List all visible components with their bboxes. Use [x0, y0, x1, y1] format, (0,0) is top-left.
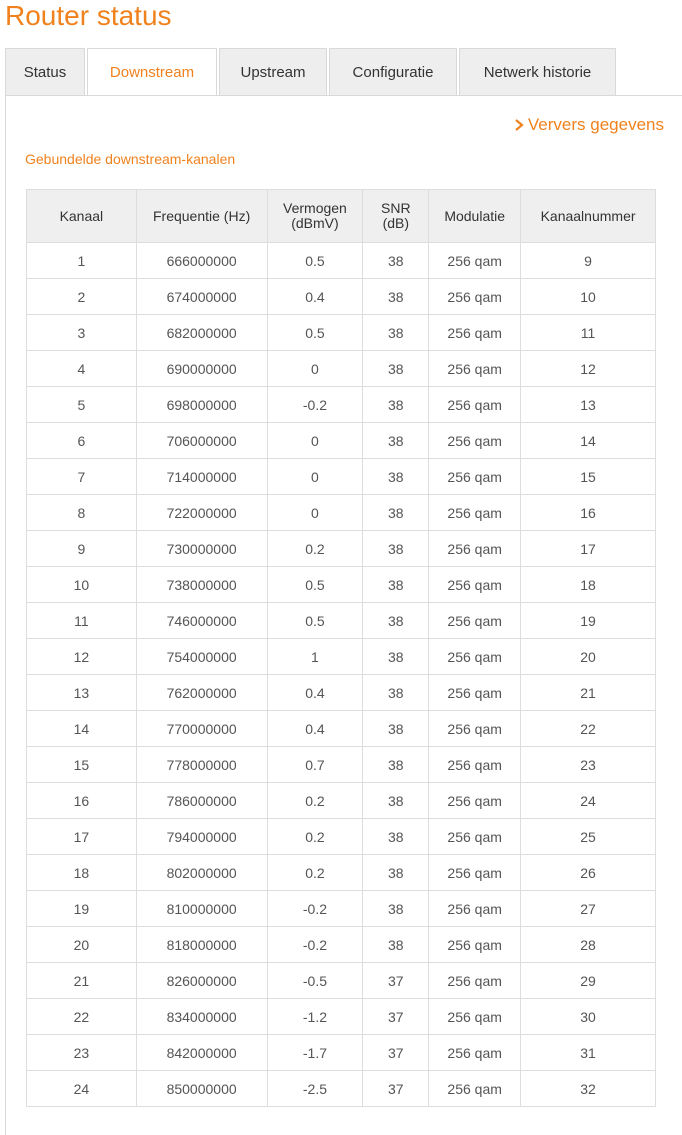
table-row [27, 423, 656, 459]
table-cell: 256 qam [429, 531, 521, 567]
table-cell: 256 qam [429, 459, 521, 495]
table-cell: 794000000 [136, 819, 267, 855]
column-header: Vermogen (dBmV) [267, 190, 363, 243]
table-cell: 842000000 [136, 1035, 267, 1071]
table-row [27, 1035, 656, 1071]
table-cell: -0.2 [267, 891, 363, 927]
column-header: Frequentie (Hz) [136, 190, 267, 243]
table-cell: 0 [267, 423, 363, 459]
table-cell: -0.2 [267, 927, 363, 963]
tab-label: Status [23, 63, 67, 81]
table-cell: 38 [363, 819, 429, 855]
column-header: Kanaalnummer [521, 190, 656, 243]
table-cell: 834000000 [136, 999, 267, 1035]
table-cell: 256 qam [429, 423, 521, 459]
table-cell: 15 [27, 747, 137, 783]
table-cell: 1 [267, 639, 363, 675]
tab-bar [5, 48, 618, 96]
table-cell: 20 [521, 639, 656, 675]
table-cell: 38 [363, 387, 429, 423]
table-cell: 18 [27, 855, 137, 891]
table-cell: 38 [363, 603, 429, 639]
table-row [27, 495, 656, 531]
table-cell: 38 [363, 243, 429, 279]
table-cell: 256 qam [429, 999, 521, 1035]
table-cell: 0.2 [267, 855, 363, 891]
table-cell: 850000000 [136, 1071, 267, 1107]
table-cell: 38 [363, 783, 429, 819]
table-cell: 818000000 [136, 927, 267, 963]
table-cell: 8 [27, 495, 137, 531]
table-row [27, 747, 656, 783]
table-cell: 23 [27, 1035, 137, 1071]
table-cell: 11 [521, 315, 656, 351]
table-cell: 38 [363, 495, 429, 531]
table-cell: 14 [27, 711, 137, 747]
table-cell: 13 [521, 387, 656, 423]
table-cell: 802000000 [136, 855, 267, 891]
table-cell: 12 [27, 639, 137, 675]
table-cell: -0.5 [267, 963, 363, 999]
table-cell: 256 qam [429, 927, 521, 963]
table-cell: 0.4 [267, 675, 363, 711]
table-cell: 20 [27, 927, 137, 963]
table-cell: 0.5 [267, 603, 363, 639]
table-cell: -1.7 [267, 1035, 363, 1071]
table-cell: 256 qam [429, 315, 521, 351]
table-cell: 11 [27, 603, 137, 639]
table-row [27, 603, 656, 639]
table-row [27, 675, 656, 711]
table-cell: 25 [521, 819, 656, 855]
table-row [27, 927, 656, 963]
table-cell: 9 [27, 531, 137, 567]
table-cell: 0.4 [267, 711, 363, 747]
table-cell: 706000000 [136, 423, 267, 459]
table-cell: 786000000 [136, 783, 267, 819]
table-cell: 682000000 [136, 315, 267, 351]
column-header: Kanaal [27, 190, 137, 243]
table-cell: 6 [27, 423, 137, 459]
table-cell: 778000000 [136, 747, 267, 783]
table-cell: 38 [363, 747, 429, 783]
table-cell: 38 [363, 855, 429, 891]
table-cell: 38 [363, 279, 429, 315]
table-cell: 21 [27, 963, 137, 999]
table-cell: 37 [363, 963, 429, 999]
table-cell: 38 [363, 675, 429, 711]
tab-label: Netwerk historie [483, 63, 592, 81]
table-cell: 30 [521, 999, 656, 1035]
tab-label: Configuratie [352, 63, 434, 81]
table-cell: 10 [521, 279, 656, 315]
table-cell: 256 qam [429, 1071, 521, 1107]
table-cell: 256 qam [429, 279, 521, 315]
refresh-data-link[interactable] [514, 115, 664, 135]
table-body [27, 243, 656, 1107]
table-row [27, 999, 656, 1035]
table-cell: 26 [521, 855, 656, 891]
tab-status[interactable] [5, 48, 85, 96]
table-cell: 15 [521, 459, 656, 495]
table-cell: 9 [521, 243, 656, 279]
table-cell: 3 [27, 315, 137, 351]
table-row [27, 711, 656, 747]
table-cell: 826000000 [136, 963, 267, 999]
table-cell: 770000000 [136, 711, 267, 747]
column-header: Modulatie [429, 190, 521, 243]
table-cell: 0.2 [267, 819, 363, 855]
table-row [27, 279, 656, 315]
table-cell: 256 qam [429, 891, 521, 927]
table-cell: 1 [27, 243, 137, 279]
column-header: SNR (dB) [363, 190, 429, 243]
table-cell: 24 [27, 1071, 137, 1107]
table-cell: 16 [27, 783, 137, 819]
table-cell: 38 [363, 315, 429, 351]
table-row [27, 387, 656, 423]
table-cell: 730000000 [136, 531, 267, 567]
table-cell: 256 qam [429, 747, 521, 783]
table-row [27, 963, 656, 999]
table-cell: -0.2 [267, 387, 363, 423]
table-row [27, 243, 656, 279]
table-cell: 0 [267, 495, 363, 531]
table-cell: 0.2 [267, 783, 363, 819]
tab-label: Upstream [240, 63, 306, 81]
table-cell: 256 qam [429, 783, 521, 819]
table-cell: 256 qam [429, 855, 521, 891]
downstream-channels-table [26, 189, 656, 1107]
section-title: Gebundelde downstream-kanalen [25, 151, 236, 167]
table-cell: 0.5 [267, 243, 363, 279]
table-cell: 754000000 [136, 639, 267, 675]
table-cell: 38 [363, 567, 429, 603]
table-cell: 17 [27, 819, 137, 855]
table-cell: 256 qam [429, 603, 521, 639]
table-cell: 23 [521, 747, 656, 783]
table-cell: 14 [521, 423, 656, 459]
table-cell: -1.2 [267, 999, 363, 1035]
table-cell: 690000000 [136, 351, 267, 387]
table-cell: 5 [27, 387, 137, 423]
table-row [27, 891, 656, 927]
table-cell: 810000000 [136, 891, 267, 927]
tab-netwerk-historie[interactable] [459, 48, 616, 96]
table-cell: 0 [267, 351, 363, 387]
table-cell: 738000000 [136, 567, 267, 603]
tab-downstream[interactable] [87, 48, 217, 96]
table-cell: 746000000 [136, 603, 267, 639]
table-cell: 256 qam [429, 1035, 521, 1071]
table-cell: 38 [363, 927, 429, 963]
chevron-right-icon [514, 118, 524, 132]
table-cell: 10 [27, 567, 137, 603]
table-cell: 13 [27, 675, 137, 711]
refresh-data-label: Ververs gegevens [527, 115, 664, 134]
table-cell: 714000000 [136, 459, 267, 495]
table-cell: 19 [521, 603, 656, 639]
table-cell: 256 qam [429, 675, 521, 711]
table-cell: 16 [521, 495, 656, 531]
table-cell: 27 [521, 891, 656, 927]
table-row [27, 351, 656, 387]
table-cell: 722000000 [136, 495, 267, 531]
page-title: Router status [5, 0, 172, 31]
table-row [27, 855, 656, 891]
table-cell: 31 [521, 1035, 656, 1071]
table-cell: 7 [27, 459, 137, 495]
table-row [27, 1071, 656, 1107]
table-cell: 256 qam [429, 495, 521, 531]
tab-label: Downstream [109, 63, 195, 81]
table-row [27, 819, 656, 855]
table-cell: 38 [363, 351, 429, 387]
table-cell: 12 [521, 351, 656, 387]
table-cell: 18 [521, 567, 656, 603]
table-header-row [27, 190, 656, 243]
table-cell: 38 [363, 711, 429, 747]
table-row [27, 459, 656, 495]
table-cell: 0 [267, 459, 363, 495]
table-cell: 0.4 [267, 279, 363, 315]
table-cell: 0.7 [267, 747, 363, 783]
table-cell: 21 [521, 675, 656, 711]
table-cell: 17 [521, 531, 656, 567]
table-cell: 0.2 [267, 531, 363, 567]
table-row [27, 531, 656, 567]
table-cell: 22 [521, 711, 656, 747]
table-cell: 37 [363, 1071, 429, 1107]
table-cell: 256 qam [429, 711, 521, 747]
table-cell: 37 [363, 1035, 429, 1071]
table-cell: 38 [363, 639, 429, 675]
tab-upstream[interactable] [219, 48, 327, 96]
table-cell: 0.5 [267, 315, 363, 351]
table-cell: 666000000 [136, 243, 267, 279]
table-row [27, 315, 656, 351]
table-cell: 24 [521, 783, 656, 819]
table-cell: 38 [363, 459, 429, 495]
table-cell: 256 qam [429, 351, 521, 387]
table-cell: 28 [521, 927, 656, 963]
table-cell: 29 [521, 963, 656, 999]
table-cell: 38 [363, 423, 429, 459]
table-cell: 22 [27, 999, 137, 1035]
table-cell: 0.5 [267, 567, 363, 603]
tab-configuratie[interactable] [329, 48, 457, 96]
table-cell: 32 [521, 1071, 656, 1107]
table-cell: 674000000 [136, 279, 267, 315]
table-cell: 2 [27, 279, 137, 315]
table-cell: -2.5 [267, 1071, 363, 1107]
table-cell: 37 [363, 999, 429, 1035]
table-cell: 4 [27, 351, 137, 387]
table-cell: 256 qam [429, 819, 521, 855]
table-cell: 19 [27, 891, 137, 927]
table-row [27, 639, 656, 675]
table-cell: 38 [363, 891, 429, 927]
table-cell: 762000000 [136, 675, 267, 711]
table-cell: 256 qam [429, 567, 521, 603]
table-row [27, 783, 656, 819]
table-cell: 698000000 [136, 387, 267, 423]
table-cell: 256 qam [429, 387, 521, 423]
table-row [27, 567, 656, 603]
table-cell: 256 qam [429, 243, 521, 279]
table-cell: 256 qam [429, 963, 521, 999]
table-cell: 38 [363, 531, 429, 567]
table-cell: 256 qam [429, 639, 521, 675]
